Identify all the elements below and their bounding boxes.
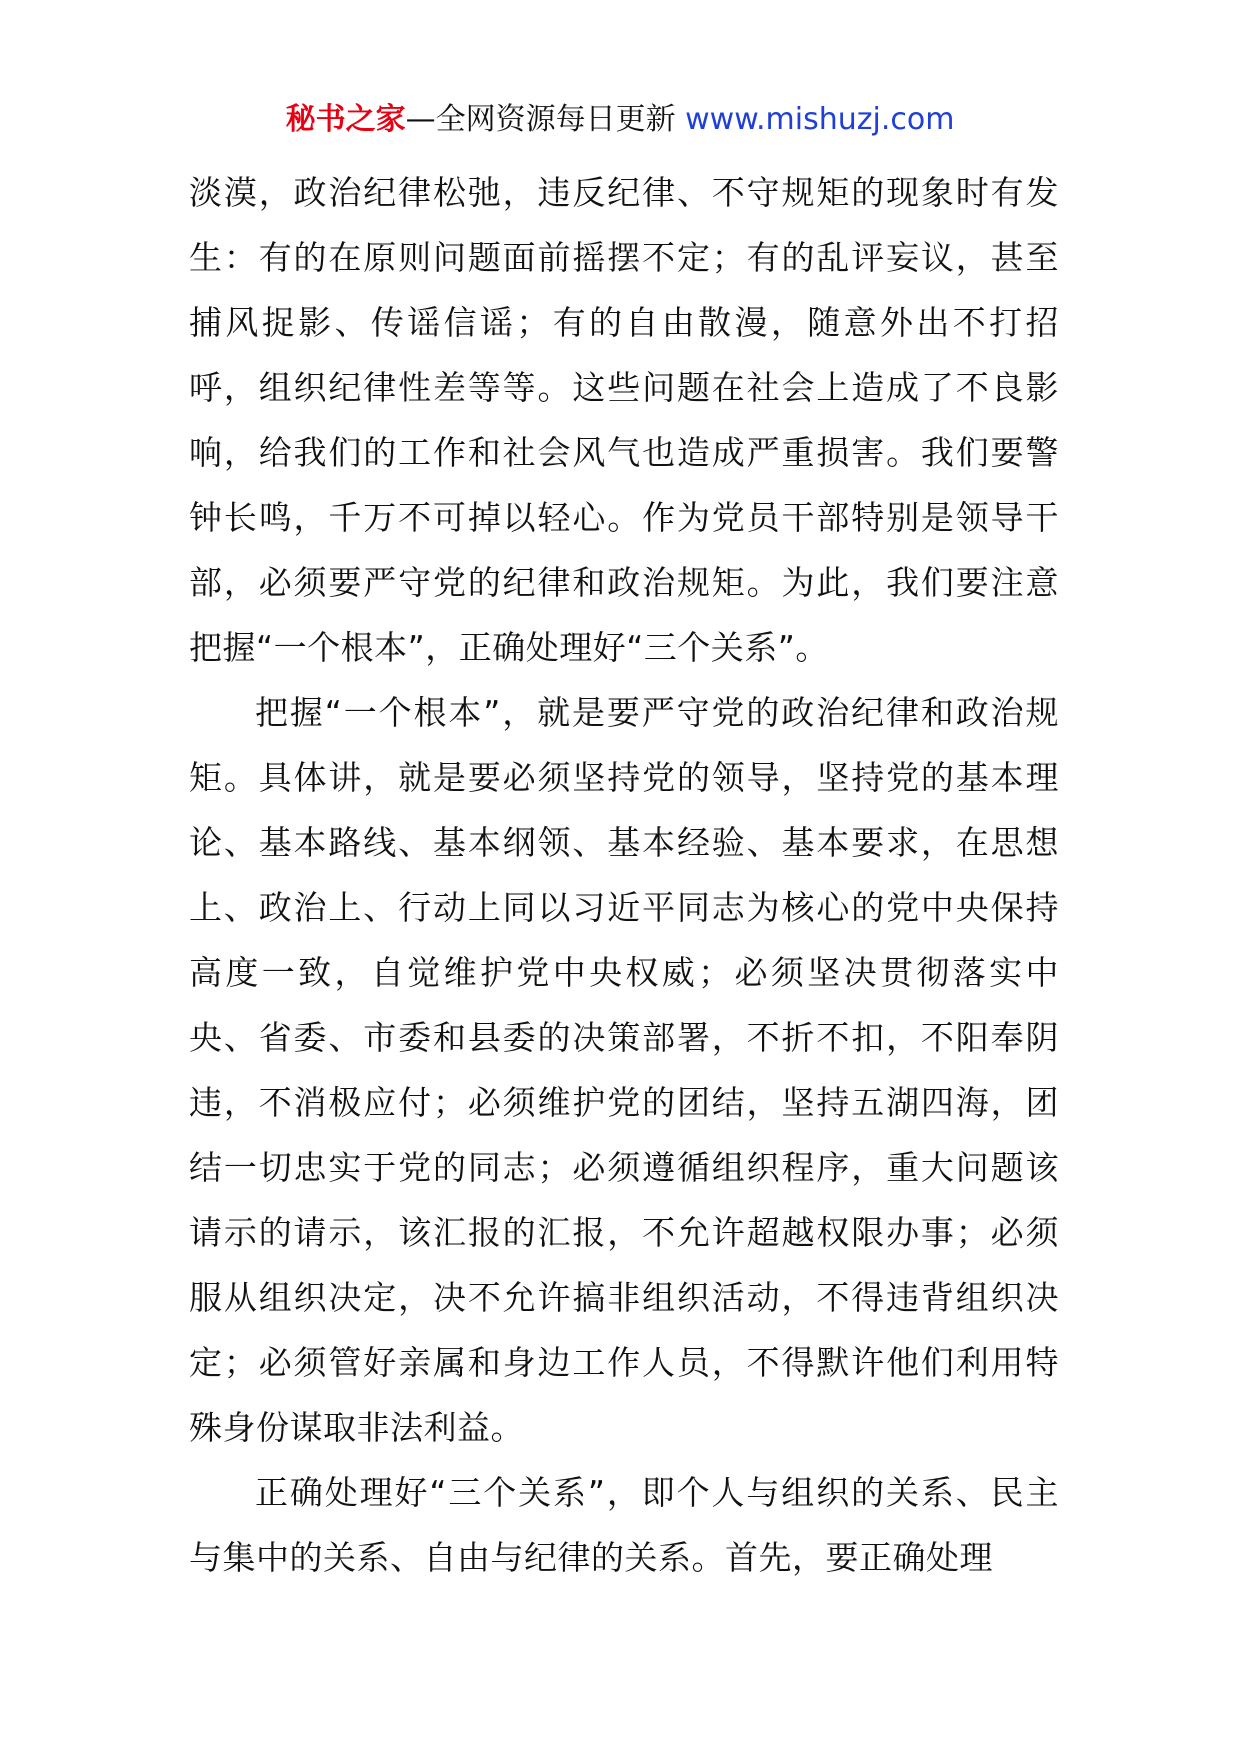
header-tagline: —全网资源每日更新 xyxy=(405,102,676,137)
paragraph-1: 淡漠，政治纪律松弛，违反纪律、不守规矩的现象时有发生：有的在原则问题面前摇摆不定；有的乱评妄议，甚至捕风捉影、传谣信谣；有的自由散漫，随意外出不打招呼，组织纪律性差等等。这些问题在社会上造成了不良影响，给我们的工作和社会风气也造成严重损害。我们要警钟长鸣，千万不可掉以轻心。作为党员干部特别是领导干部，必须要严守党的纪律和政治规矩。为此，我们要注意把握“一个根本”，正确处理好“三个关系”。 xyxy=(189,173,1059,667)
page-header xyxy=(0,100,1240,140)
paragraph-3: 正确处理好“三个关系”，即个人与组织的关系、民主与集中的关系、自由与纪律的关系。首先，要正确处理 xyxy=(189,1473,1059,1577)
brand-name: 秘书之家 xyxy=(285,102,406,137)
document-body xyxy=(189,160,1059,1590)
website-url[interactable]: www.mishuzj.com xyxy=(685,102,955,137)
paragraph-2: 把握“一个根本”，就是要严守党的政治纪律和政治规矩。具体讲，就是要必须坚持党的领导，坚持党的基本理论、基本路线、基本纲领、基本经验、基本要求，在思想上、政治上、行动上同以习近平同志为核心的党中央保持高度一致，自觉维护党中央权威；必须坚决贯彻落实中央、省委、市委和县委的决策部署，不折不扣，不阳奉阴违，不消极应付；必须维护党的团结，坚持五湖四海，团结一切忠实于党的同志；必须遵循组织程序，重大问题该请示的请示，该汇报的汇报，不允许超越权限办事；必须服从组织决定，决不允许搞非组织活动，不得违背组织决定；必须管好亲属和身边工作人员，不得默许他们利用特殊身份谋取非法利益。 xyxy=(189,693,1059,1447)
